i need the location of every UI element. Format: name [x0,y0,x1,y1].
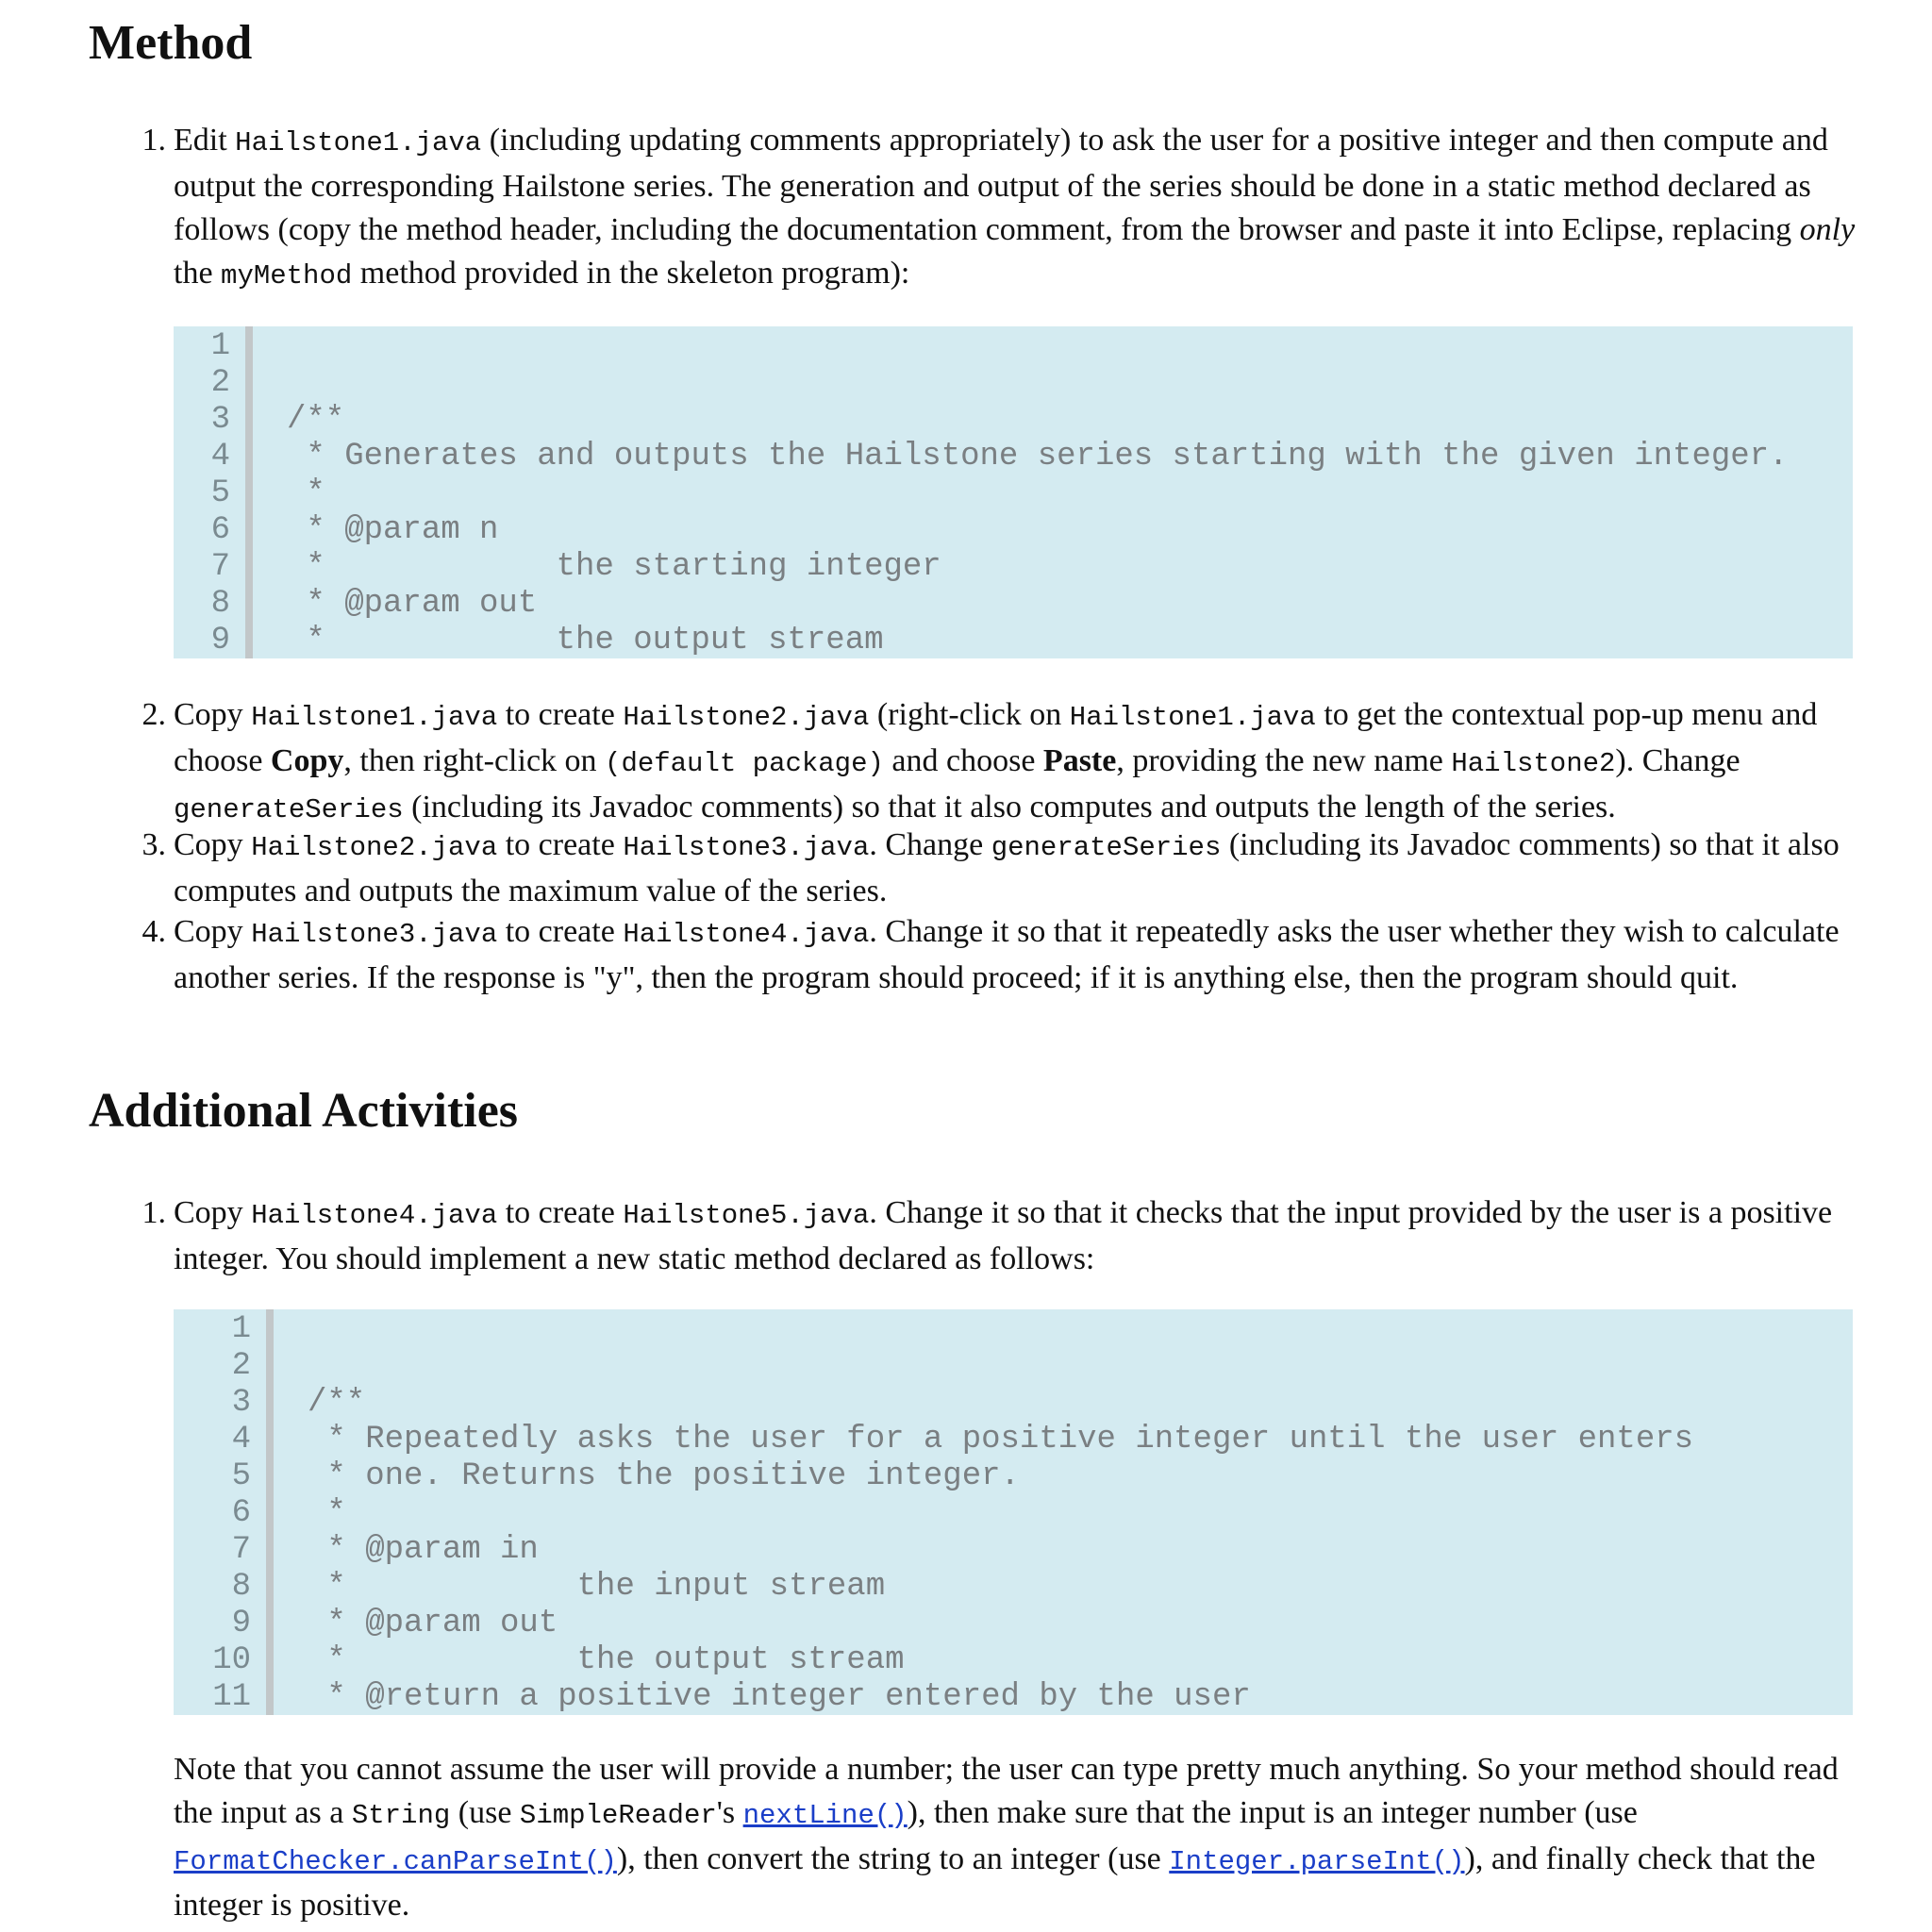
code-comment-line: * the starting integer [287,549,941,585]
code-comment-line: * @param in [308,1532,539,1568]
nextline-link[interactable]: nextLine() [742,1800,908,1831]
gutter-divider [245,326,253,658]
code-comment-line: * the output stream [308,1642,905,1678]
gutter-divider [266,1309,274,1715]
code-comment-line: * @param out [308,1606,558,1641]
line-number: 1 [231,1311,251,1347]
line-number: 2 [210,365,230,401]
method-item-4: 4. Copy Hailstone3.java to create Hailstone4.java. Change it so that it repeatedly asks the user whether they wish to calculate another series. If the response is "y", then the program should proceed; if it is anything else, then the program should quit. [142,914,1840,995]
method-item-2: 2. Copy Hailstone1.java to create Hailstone2.java (right-click on Hailstone1.java to get the contextual pop-up menu and choose Copy, then right-click on (default package) and choose Paste, providing the new name Hailstone2). Change generateSeries (including its Javadoc comments) so that it also computes and outputs the length of the series. [142,697,1818,825]
code-lines [308,1311,1808,1715]
line-number: 6 [231,1495,251,1531]
line-number: 1 [210,328,230,364]
integer-parseint-link[interactable]: Integer.parseInt() [1169,1846,1465,1877]
line-number: 5 [231,1458,251,1494]
additional-item-1: 1. Copy Hailstone4.java to create Hailstone5.java. Change it so that it checks that the input provided by the user is a positive integer. You should implement a new static method declared as follows: [142,1195,1833,1276]
code-comment-line: * @return a positive integer entered by the user [308,1679,1251,1715]
code-comment-line: * one. Returns the positive integer. [308,1458,1020,1494]
line-number: 4 [210,439,230,475]
line-number: 2 [231,1348,251,1384]
code-comment-line: /** [287,402,345,438]
code-block-generate-series [174,326,1853,658]
code-comment-line: * the output stream [287,623,884,658]
line-number: 9 [210,623,230,658]
code-comment-line: * Repeatedly asks the user for a positive integer until the user enters [308,1422,1694,1457]
code-comment-line: * [287,475,325,511]
line-number: 8 [231,1569,251,1605]
code-comment-line: * the input stream [308,1569,886,1605]
line-number: 10 [212,1642,251,1678]
code-comment-line: * @param n [287,512,499,548]
line-number-gutter [174,1309,251,1715]
line-number: 7 [231,1532,251,1568]
code-comment-line: * Generates and outputs the Hailstone series starting with the given integer. [287,439,1789,475]
line-number: 3 [231,1385,251,1421]
line-number: 7 [210,549,230,585]
line-number: 11 [212,1679,251,1715]
line-number: 8 [210,586,230,622]
note-paragraph: Note that you cannot assume the user will provide a number; the user can type pretty much anything. So your method should read the input as a String (use SimpleReader's nextLine()), then make sure that the input is an integer number (use FormatChecker.canParseInt()), then convert the string to an integer (use Integer.parseInt()), and finally check that the integer is positive. [174,1752,1839,1923]
line-number: 4 [231,1422,251,1457]
code-comment-line: * [308,1495,346,1531]
method-heading: Method [89,16,253,70]
line-number: 3 [210,402,230,438]
additional-activities-heading: Additional Activities [89,1084,519,1138]
method-item-1: 1. Edit Hailstone1.java (including updating comments appropriately) to ask the user for a positive integer and then compute and output the corresponding Hailstone series. The generation and output of the series should be done in a static method declared as follows (copy the method header, including the documentation comment, from the browser and paste it into Eclipse, replacing only the myMethod method provided in the skeleton program): [142,123,1856,291]
line-number: 5 [210,475,230,511]
line-number: 6 [210,512,230,548]
line-number-gutter [174,326,230,658]
formatchecker-canparseint-link[interactable]: FormatChecker.canParseInt() [174,1846,617,1877]
code-comment-line: /** [308,1385,366,1421]
code-block-get-positive-integer [174,1309,1853,1715]
code-comment-line: * @param out [287,586,538,622]
line-number: 9 [231,1606,251,1641]
code-lines [287,328,1788,658]
method-item-3: 3. Copy Hailstone2.java to create Hailstone3.java. Change generateSeries (including its Javadoc comments) so that it also computes and outputs the maximum value of the series. [142,827,1840,908]
